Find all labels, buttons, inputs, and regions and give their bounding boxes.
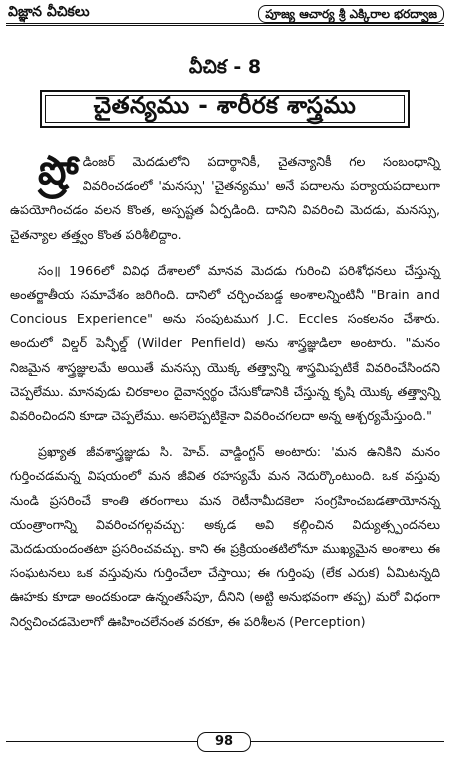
paragraph-2: సం॥ 1966లో వివిధ దేశాలలో మానవ మెదడు గురించి పరిశోధనలు చేస్తున్న అంతర్జాతీయ సమావేశం జరిగింది. దానిలో చర్చించబడ్డ అంశాలన్నింటినీ "Brain and Concious Experience" అను సంపుటముగ J.C. Eccles సంకలనం చేశారు. అందులో విల్డర్ పెన్ఫీల్డ్ (Wilder Penfield) అను శాస్త్రజ్ఞుడిలా అంటారు. "మనం నిజమైన శాస్త్రజ్ఞులమే అయితే మనస్సు యొక్క తత్త్వాన్ని శాస్త్రమిప్పటికే వివరించేసిందని చెప్పలేము. మానవుడు చిరకాలం దైవాన్వర్థం చేసుకోడానికి చేస్తున్న కృషి యొక్క తత్త్వాన్ని వివరించిందని కూడా చెప్పలేము. అసలెప్పటికైనా వివరించగలదా అన్న ఆశ్చర్యమేస్తుంది."	[10, 262, 440, 424]
running-header	[6, 4, 444, 26]
page-number: 98	[197, 732, 251, 752]
chapter-title-box	[40, 90, 410, 128]
body-text	[10, 150, 440, 634]
paragraph-3: ప్రఖ్యాత జీవశాస్త్రజ్ఞుడు సి. హెచ్. వాడ్డింగ్టన్ అంటారు: 'మన ఉనికిని మనం గుర్తించడమన్న విషయంలో మన జీవిత రహస్యమే మన నెదుర్కొంటుంది. ఒక వస్తువు నుండి ప్రసరించే కాంతి తరంగాలు మన రెటీనామీదకెలా సంగ్రహించబడతాయోనన్న యంత్రాంగాన్ని వివరించగల్గవచ్చు: అక్కడ అవి కల్గించిన విద్యుత్స్పందనలు మెదడుయందంతటా ప్రసరించవచ్చు. కాని ఈ ప్రక్రియంతటిలోనూ ముఖ్యమైన అంశాలు ఈ సంఘటనలు ఒక వస్తువును గుర్తించేలా చేస్తాయి; ఈ గుర్తింపు (లేక ఎరుక) ఏమిటన్నది ఊహకు కూడా అందకుండా ఉన్నంతసేపూ, దీనిని (అట్టి అనుభవంగా తప్ప) మరో విధంగా నిర్వచించడమెలాగో ఊహించలేనంత వరకూ, ఈ పరిశీలన (Perception)	[10, 444, 440, 629]
author-name: పూజ్య ఆచార్య శ్రీ ఎక్కిరాల భరద్వాజ	[258, 5, 444, 23]
chapter-number: వీచిక - 8	[188, 56, 262, 78]
chapter-title: చైతన్యము - శారీరక శాస్త్రము	[93, 93, 357, 119]
paragraph-1-text: డింజర్ మెదడులోని పదార్థానికీ, చైతన్యానికీ గల సంబంధాన్ని వివరించడంలో 'మనస్సు' 'చైతన్యము' అనే పదాలను పర్యాయపదాలుగా ఉపయోగించడం వలన కొంత, అస్పష్టత ఏర్పడింది. దానిని వివరించి మెదడు, మనస్సు, చైతన్యాల తత్త్వం కొంత పరిశీలిద్దాం.	[10, 154, 440, 242]
drop-cap: ష్రో	[38, 148, 79, 194]
book-title: విజ్ఞాన వీచికలు	[8, 4, 90, 20]
paragraph-1	[10, 150, 440, 247]
